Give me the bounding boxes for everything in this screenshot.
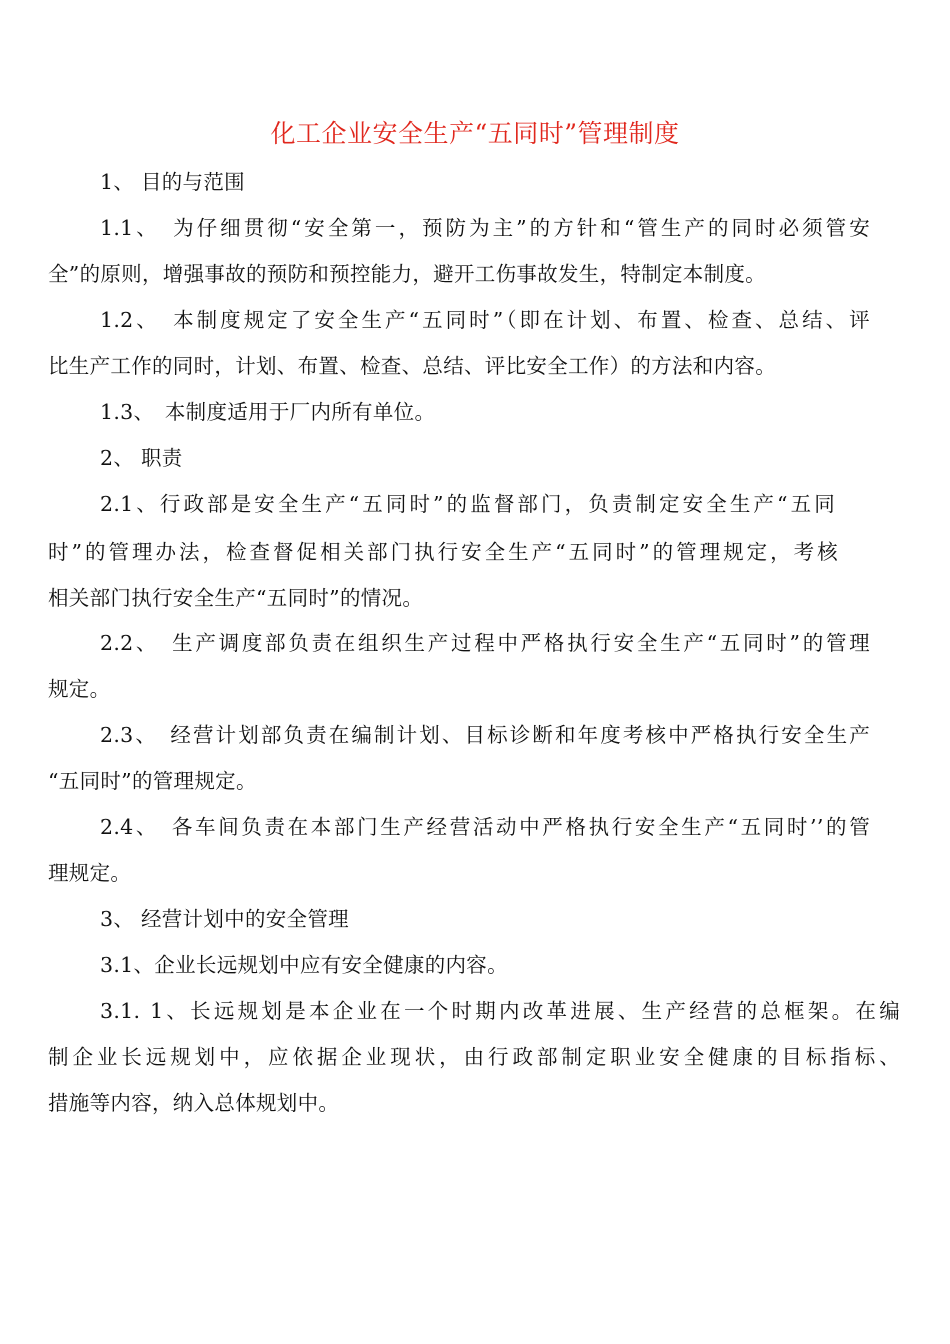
paragraph-line: 2.4、 各车间负责在本部门生产经营活动中严格执行安全生产“五同时’’的管 [100, 815, 870, 839]
paragraph-line: 2.2、 生产调度部负责在组织生产过程中严格执行安全生产“五同时”的管理 [100, 631, 870, 655]
paragraph-line: 时”的管理办法，检查督促相关部门执行安全生产“五同时”的管理规定，考核 [48, 540, 838, 564]
paragraph-line: “五同时”的管理规定。 [48, 769, 257, 793]
paragraph-line: 1.3、 本制度适用于厂内所有单位。 [100, 400, 436, 424]
paragraph-line: 2.1、行政部是安全生产“五同时”的监督部门，负责制定安全生产“五同 [100, 492, 835, 516]
paragraph-line: 措施等内容，纳入总体规划中。 [48, 1091, 340, 1115]
document-title: 化工企业安全生产“五同时”管理制度 [270, 119, 680, 148]
paragraph-line: 规定。 [48, 677, 111, 701]
paragraph-line: 3.1、企业长远规划中应有安全健康的内容。 [100, 953, 508, 977]
paragraph-line: 1.1、 为仔细贯彻“安全第一，预防为主”的方针和“管生产的同时必须管安 [100, 216, 870, 240]
paragraph-line: 全”的原则，增强事故的预防和预控能力，避开工伤事故发生，特制定本制度。 [48, 262, 766, 286]
paragraph-line: 相关部门执行安全生产“五同时”的情况。 [48, 586, 424, 610]
section-heading-1: 1、 目的与范围 [100, 170, 245, 194]
section-heading-2: 2、 职责 [100, 446, 183, 470]
paragraph-line: 制企业长远规划中，应依据企业现状，由行政部制定职业安全健康的目标指标、 [48, 1045, 900, 1069]
paragraph-line: 1.2、 本制度规定了安全生产“五同时”（即在计划、布置、检查、总结、评 [100, 308, 870, 332]
paragraph-line: 3.1. 1、长远规划是本企业在一个时期内改革进展、生产经营的总框架。在编 [100, 999, 900, 1023]
section-heading-3: 3、 经营计划中的安全管理 [100, 907, 349, 931]
paragraph-line: 理规定。 [48, 861, 132, 885]
paragraph-line: 比生产工作的同时，计划、布置、检查、总结、评比安全工作）的方法和内容。 [48, 354, 776, 378]
paragraph-line: 2.3、 经营计划部负责在编制计划、目标诊断和年度考核中严格执行安全生产 [100, 723, 870, 747]
